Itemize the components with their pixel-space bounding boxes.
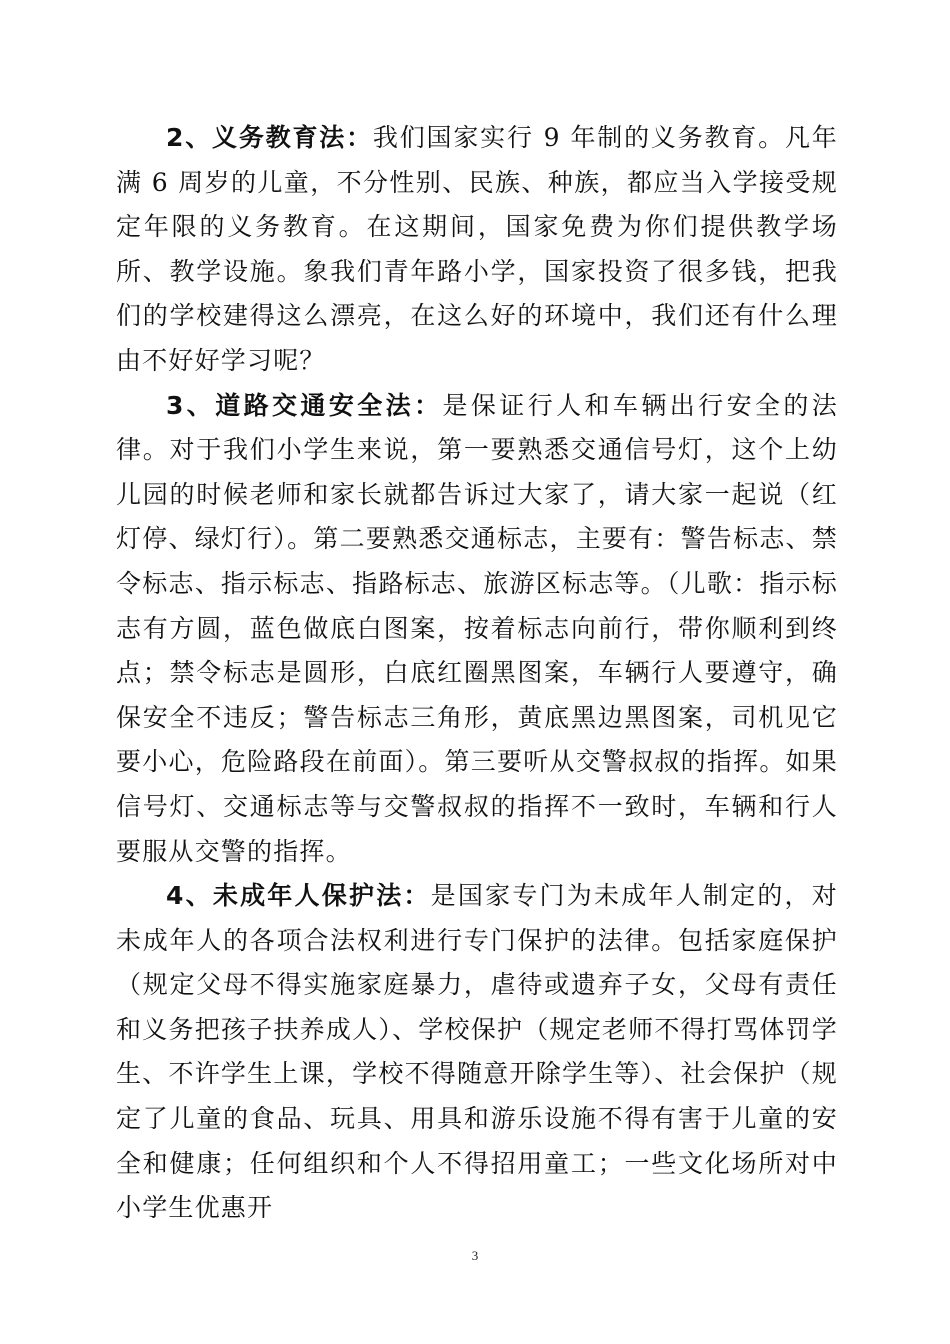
paragraph-heading: 2、义务教育法： xyxy=(166,123,373,152)
paragraph-compulsory-education-law xyxy=(116,116,838,384)
paragraph-heading: 3、道路交通安全法： xyxy=(166,390,443,420)
paragraph-heading: 4、未成年人保护法： xyxy=(166,881,431,911)
paragraph-text: 是国家专门为未成年人制定的，对未成年人的各项合法权利进行专门保护的法律。包括家庭保护（规定父母不得实施家庭暴力，虐待或遗弃子女，父母有责任和义务把孩子扶养成人）、学校保护（规定老师不得打骂体罚学生、不许学生上课，学校不得随意开除学生等）、社会保护（规定了儿童的食品、玩具、用具和游乐设施不得有害于儿童的安全和健康；任何组织和个人不得招用童工；一些文化场所对中小学生优惠开 xyxy=(116,881,838,1223)
paragraph-road-traffic-safety-law xyxy=(116,384,838,875)
paragraph-text: 我们国家实行 9 年制的义务教育。凡年满 6 周岁的儿童，不分性别、民族、种族，都应当入学接受规定年限的义务教育。在这期间，国家免费为你们提供教学场所、教学设施。象我们青年路小学，国家投资了很多钱，把我们的学校建得这么漂亮，在这么好的环境中，我们还有什么理由不好好学习呢？ xyxy=(116,123,838,375)
document-body xyxy=(116,116,838,1231)
paragraph-text: 是保证行人和车辆出行安全的法律。对于我们小学生来说，第一要熟悉交通信号灯，这个上幼儿园的时候老师和家长就都告诉过大家了，请大家一起说（红灯停、绿灯行）。第二要熟悉交通标志，主要有：警告标志、禁令标志、指示标志、指路标志、旅游区标志等。（儿歌：指示标志有方圆，蓝色做底白图案，按着标志向前行，带你顺利到终点；禁令标志是圆形，白底红圈黑图案，车辆行人要遵守，确保安全不违反；警告标志三角形，黄底黑边黑图案，司机见它要小心，危险路段在前面）。第三要听从交警叔叔的指挥。如果信号灯、交通标志等与交警叔叔的指挥不一致时，车辆和行人要服从交警的指挥。 xyxy=(116,390,838,866)
page-number: 3 xyxy=(471,1248,479,1263)
paragraph-minor-protection-law xyxy=(116,874,838,1231)
